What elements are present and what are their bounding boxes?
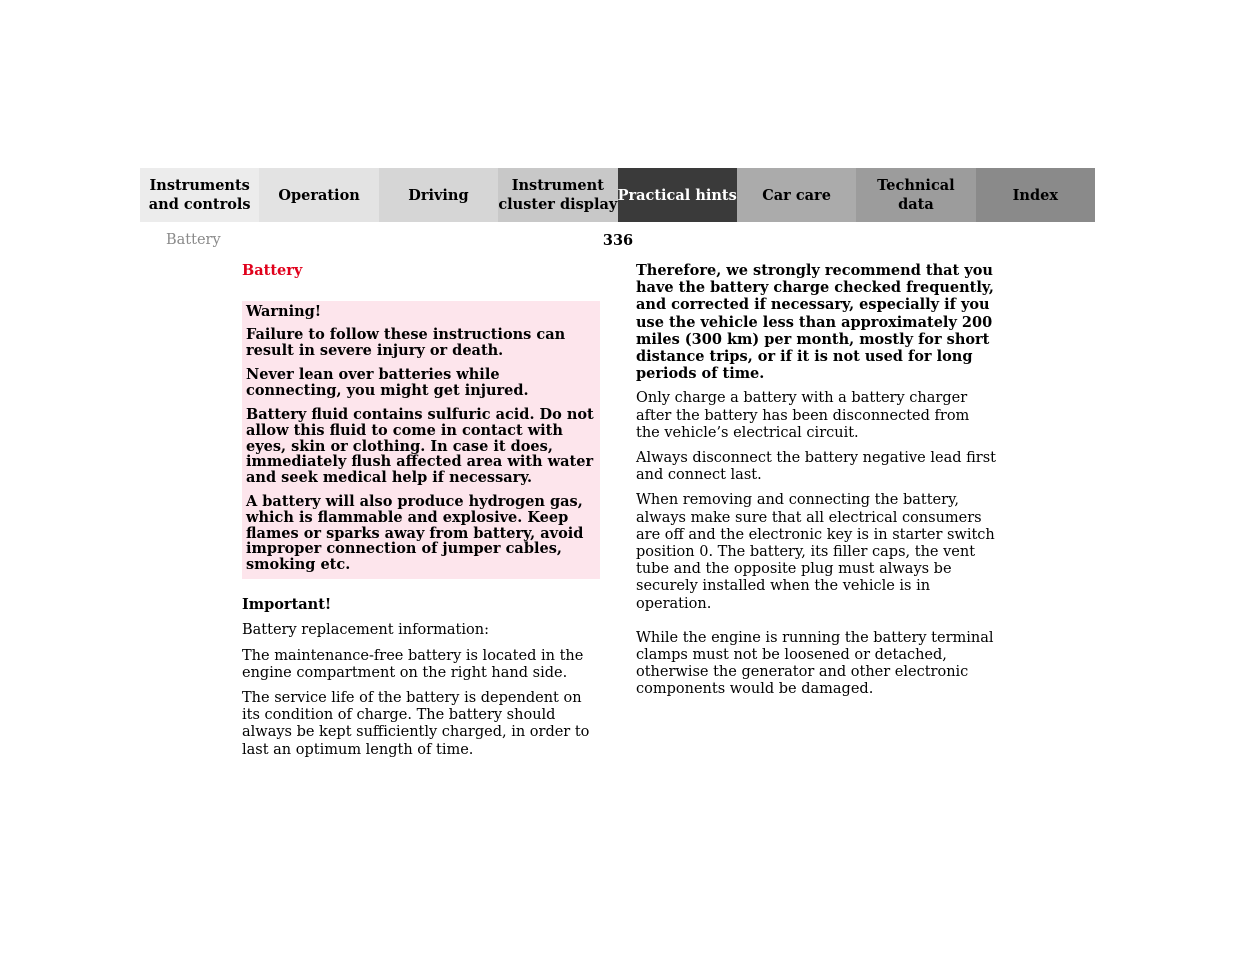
warning-paragraph: Failure to follow these instructions can result in severe injury or death. [246,326,566,359]
warning-paragraph: A battery will also produce hydrogen gas, which is flammable and explosive. Keep flames or sparks away from battery, avoid improper connection of jumper cables, smoking etc. [246,493,584,573]
right-column [636,262,996,707]
warning-paragraph: Battery fluid contains sulfuric acid. Do not allow this fluid to come in contact with eyes, skin or clothing. In case it does, immediately flush affected area with water and seek medical help if necessary. [246,406,594,486]
tab-practical-hints[interactable]: Practical hints [618,168,737,222]
tab-operation[interactable]: Operation [259,168,378,222]
tab-technical-data[interactable]: Technical data [856,168,975,222]
recommendation-paragraph: Therefore, we strongly recommend that you have the battery charge checked frequently, and corrected if necessary, especially if you use the vehicle less than approximately 200 miles (300 km) per month, mostly for short distance trips, or if it is not used for long periods of time. [636,262,994,383]
body-paragraph: The service life of the battery is dependent on its condition of charge. The battery should always be kept sufficiently charged, in order to last an optimum length of time. [242,689,590,758]
section-label: Battery [166,232,221,248]
body-paragraph: When removing and connecting the battery, always make sure that all electrical consumers are off and the electronic key is in starter switch position 0. The battery, its filler caps, the vent tube and the opposite plug must always be securely installed when the vehicle is in operation. [636,492,995,612]
body-paragraph: Battery replacement information: [242,622,489,639]
warning-paragraph: Never lean over batteries while connecting, you might get injured. [246,366,529,399]
left-column [242,262,602,767]
tab-instruments-and-controls[interactable]: Instruments and controls [140,168,259,222]
body-paragraph: The maintenance-free battery is located in the engine compartment on the right hand side. [242,647,584,681]
tab-index[interactable]: Index [976,168,1095,222]
warning-title: Warning! [246,303,322,320]
body-paragraph: While the engine is running the battery terminal clamps must not be loosened or detached, otherwise the generator and other electronic components would be damaged. [636,629,994,698]
body-paragraph: Only charge a battery with a battery charger after the battery has been disconnected from the vehicle’s electrical circuit. [636,390,970,441]
page-number: 336 [602,232,634,249]
warning-box [242,301,600,579]
tab-driving[interactable]: Driving [379,168,498,222]
chapter-nav [140,168,1095,222]
important-heading: Important! [242,596,332,614]
tab-car-care[interactable]: Car care [737,168,856,222]
section-title: Battery [242,262,303,279]
body-paragraph: Always disconnect the battery negative lead first and connect last. [636,450,997,484]
tab-instrument-cluster-display[interactable]: Instrument cluster display [498,168,617,222]
